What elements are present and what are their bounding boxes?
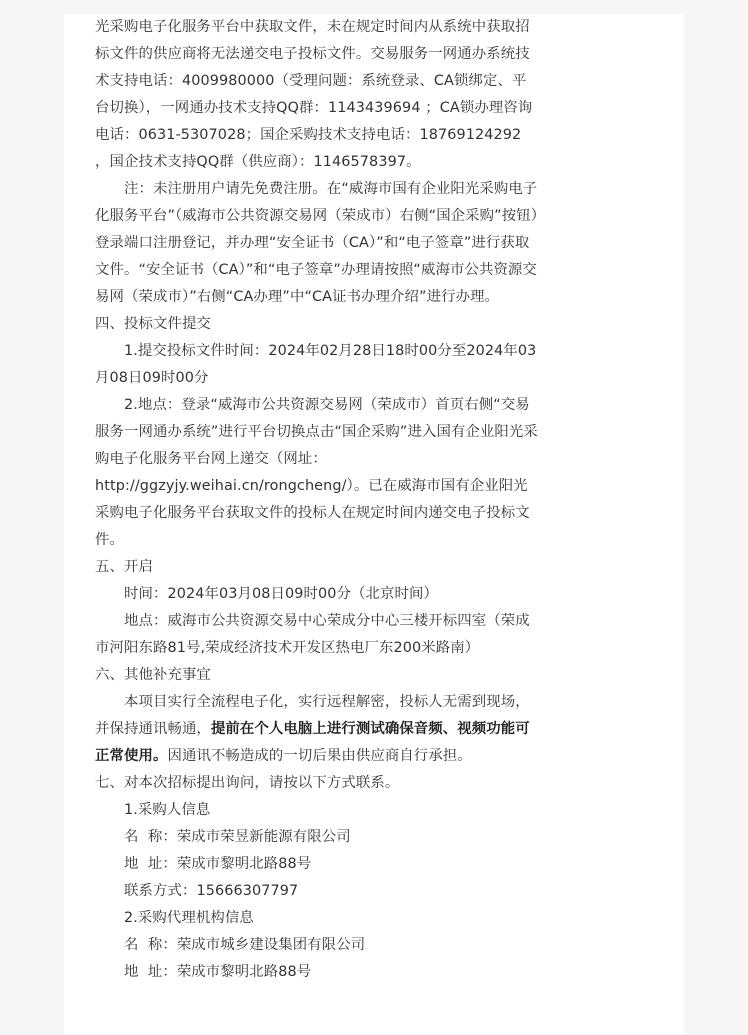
other-matters <box>95 689 540 770</box>
section-heading-opening: 五、开启 <box>95 559 153 575</box>
section-heading-submission: 四、投标文件提交 <box>95 316 211 332</box>
opening-time: 时间：2024年03月08日09时00分（北京时间） <box>124 586 438 602</box>
other-matters-tail: 因通讯不畅造成的一切后果由供应商自行承担。 <box>167 748 472 764</box>
tech-support-paragraph: 光采购电子化服务平台中获取文件，未在规定时间内从系统中获取招标文件的供应商将无法递交电子投标文件。交易服务一网通办系统技术支持电话：4009980000（受理问题：系统登录、CA锁绑定、平台切换），一网通办技术支持QQ群：1143439694 ；CA锁办理咨询电话：0631-5307028；国企采购技术支持电话：18769124292 ，国企技术支持QQ群（供应商）：1146578397。 <box>95 19 533 170</box>
submission-time: 1.提交投标文件时间：2024年02月28日18时00分至2024年03月08日09时00分 <box>95 343 537 386</box>
buyer-address: 地 址：荣成市黎明北路88号 <box>124 856 312 872</box>
submission-place-tail: 购电子化服务平台获取文件的投标人在规定时间内递交电子投标文件。 <box>95 505 530 548</box>
section-heading-contact: 七、对本次招标提出询问，请按以下方式联系。 <box>95 775 400 791</box>
buyer-name: 名 称：荣成市荣昱新能源有限公司 <box>124 829 351 845</box>
submission-place <box>95 392 540 554</box>
section-heading-other: 六、其他补充事宜 <box>95 667 211 683</box>
registration-note: 注：未注册用户请先免费注册。在“威海市国有企业阳光采购电子化服务平台”（威海市公共资源交易网（荣成市）右侧“国企采购”按钮）登录端口注册登记，并办理“安全证书（CA）”和“电子签章”进行获取文件。“安全证书（CA）”和“电子签章”办理请按照“威海市公共资源交易网（荣成市）”右侧“CA办理”中“CA证书办理介绍”进行办理。 <box>95 181 538 305</box>
agent-address: 地 址：荣成市黎明北路88号 <box>124 964 312 980</box>
opening-place: 地点：威海市公共资源交易中心荣成分中心三楼开标四室（荣成市河阳东路81号,荣成经济技术开发区热电厂东200米路南） <box>95 613 530 656</box>
announcement-body <box>95 14 540 986</box>
agent-name: 名 称：荣成市城乡建设集团有限公司 <box>124 937 366 953</box>
agent-info-title: 2.采购代理机构信息 <box>124 910 254 926</box>
submission-place-text: 2.地点：登录“威海市公共资源交易网（荣成市）首页右侧“交易服务一网通办系统”进行平台切换点击“国企采购”进入国有企业阳光采购电子化服务平台网上递交（网址： <box>95 397 538 467</box>
other-matters-text: 本项目实行全流程电子化，实行远程解密，投标人无需到现场，并保持通讯畅通， <box>95 694 530 737</box>
buyer-contact: 联系方式：15666307797 <box>124 883 299 899</box>
submission-url: http://ggzyjy.weihai.cn/rongcheng/）。已在威海市国有企业阳光采 <box>95 478 528 521</box>
buyer-info-title: 1.采购人信息 <box>124 802 211 818</box>
other-matters-emphasis: 提前在个人电脑上进行测试确保音频、视频功能可正常使用。 <box>95 721 530 764</box>
